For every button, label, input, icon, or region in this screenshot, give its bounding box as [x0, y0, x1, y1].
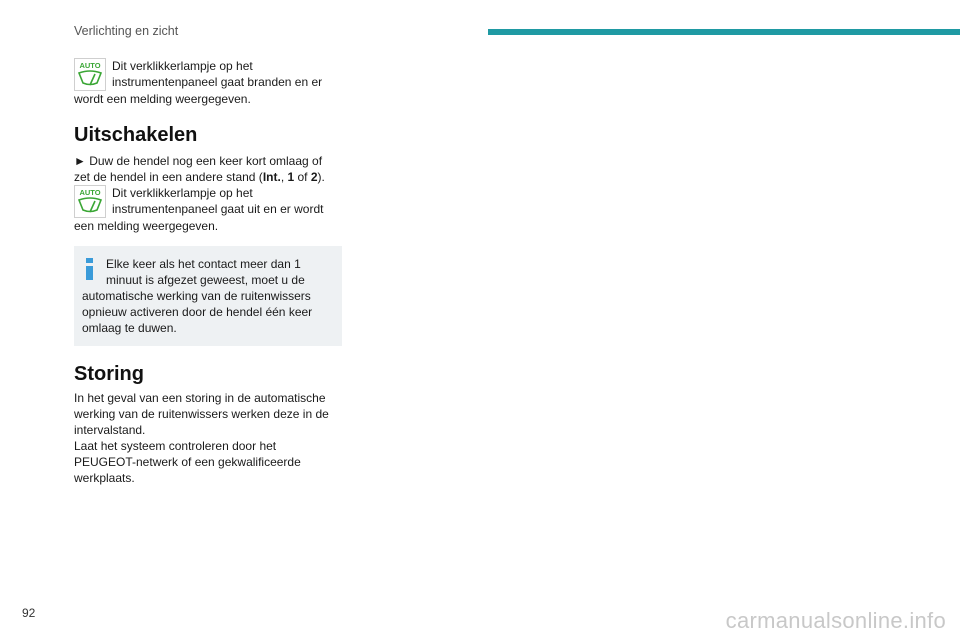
info-note-box: [74, 246, 342, 346]
uitschakelen-bullet: ► Duw de hendel nog een keer kort omlaag of: [74, 154, 323, 168]
indicator-text-line1: Dit verklikkerlampje op het: [112, 59, 253, 73]
auto-icon-label: AUTO: [79, 61, 101, 70]
indicator-off-line1: Dit verklikkerlampje op het: [112, 186, 253, 200]
indicator-off-line2: instrumentenpaneel gaat uit en er wordt: [112, 202, 324, 216]
heading-uitschakelen: Uitschakelen: [74, 124, 198, 146]
note-line5: omlaag te duwen.: [82, 321, 177, 335]
note-line3: automatische werking van de ruitenwissers: [82, 289, 311, 303]
header-accent-bar: [488, 29, 960, 35]
auto-wiper-icon: [74, 58, 106, 91]
auto-wiper-indicator-block: [74, 58, 342, 107]
auto-icon-label: AUTO: [79, 188, 101, 197]
note-line1: Elke keer als het contact meer dan 1: [106, 257, 301, 271]
info-icon: [84, 258, 96, 280]
option-2: 2: [310, 170, 318, 184]
main-column: [74, 58, 342, 486]
storing-line3: intervalstand.: [74, 423, 146, 437]
storing-line1: In het geval van een storing in de automatische: [74, 391, 326, 405]
header-section-title: Verlichting en zicht: [74, 24, 179, 38]
indicator-text-line2: instrumentenpaneel gaat branden en er: [112, 75, 323, 89]
storing-line6: werkplaats.: [74, 471, 135, 485]
heading-storing: Storing: [74, 363, 144, 385]
auto-wiper-indicator-off-block: [74, 185, 342, 234]
note-line4: opnieuw activeren door de hendel één keer: [82, 305, 313, 319]
page-number: 92: [22, 606, 36, 620]
storing-line5: PEUGEOT-netwerk of een gekwalificeerde: [74, 455, 301, 469]
indicator-text-line3: wordt een melding weergegeven.: [74, 92, 251, 106]
storing-line4: Laat het systeem controleren door het: [74, 439, 277, 453]
storing-line2: werking van de ruitenwissers werken deze in de: [74, 407, 329, 421]
note-line2: minuut is afgezet geweest, moet u de: [106, 273, 305, 287]
auto-wiper-icon: [74, 185, 106, 218]
option-1: 1: [287, 170, 295, 184]
option-int: Int.: [262, 170, 281, 184]
indicator-off-line3: een melding weergegeven.: [74, 219, 219, 233]
uitschakelen-instruction: zet de hendel in een andere stand (Int., 1 of 2).: [74, 170, 325, 184]
watermark: carmanualsonline.info: [725, 608, 946, 633]
